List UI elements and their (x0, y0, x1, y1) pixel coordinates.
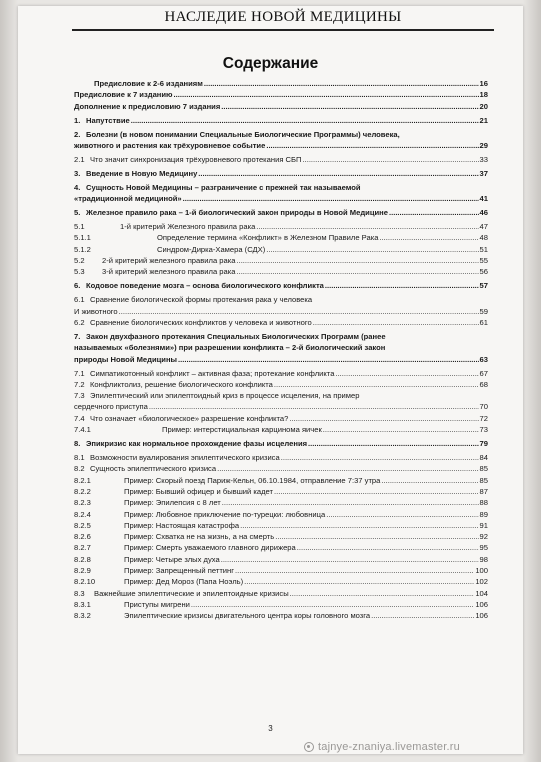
toc-entry-number: 5.3 (74, 267, 85, 277)
toc-entry-page: 84 (479, 453, 488, 463)
toc-leader-dots (217, 464, 478, 474)
toc-leader-dots (222, 498, 479, 508)
toc-entry-number: 7.3 (74, 391, 85, 401)
toc-entry (74, 532, 488, 542)
toc-entry-page: 72 (479, 413, 488, 423)
toc-entry-number: 8.3.1 (74, 599, 91, 609)
toc-entry-label: «традиционной медициной» (74, 194, 182, 204)
toc-entry-label: Эпикризис как нормальное прохождение фазы исцеления (86, 439, 308, 449)
toc-leader-dots (326, 510, 478, 520)
toc-entry (74, 510, 488, 520)
toc-entry-label: природы Новой Медицины (74, 354, 178, 364)
toc-entry-label: Синдром-Дирка-Хамера (СДХ) (157, 244, 266, 254)
toc-entry-page: 41 (479, 194, 488, 204)
toc-entry (74, 318, 488, 328)
toc-entry-number: 8.3 (74, 588, 85, 598)
toc-entry (74, 102, 488, 112)
toc-leader-dots (290, 589, 475, 599)
toc-entry-label: Симпатикотонный конфликт – активная фаза; протекание конфликта (90, 368, 335, 378)
toc-leader-dots (131, 116, 479, 126)
toc-entry-number: 8.2.9 (74, 566, 91, 576)
toc-entry-page: 85 (479, 475, 488, 485)
toc-entry (74, 391, 488, 401)
toc-entry (74, 307, 488, 317)
toc-entry-label: Сущность Новой Медицины – разграничение с прежней так называемой (86, 182, 361, 192)
toc-entry-label: Возможности вуалирования эпилептического кризиса (90, 453, 280, 463)
toc-entry (74, 295, 488, 305)
toc-entry-label: Пример: интерстициальная карцинома яичек (162, 425, 322, 435)
toc-entry (74, 256, 488, 266)
toc-entry-label: Сущность эпилептического кризиса (90, 464, 217, 474)
toc-entry (74, 476, 488, 486)
toc-entry (74, 369, 488, 379)
toc-entry-number: 8.2.1 (74, 475, 91, 485)
toc-entry-number: 7.4 (74, 413, 85, 423)
toc-entry-page: 89 (479, 509, 488, 519)
toc-leader-dots (178, 355, 479, 365)
toc-entry-number: 8.1 (74, 453, 85, 463)
toc-entry (74, 90, 488, 100)
toc-entry (74, 130, 488, 140)
toc-entry-number: 7.4.1 (74, 425, 91, 435)
toc-leader-dots (371, 611, 474, 621)
toc-entry-page: 79 (479, 439, 488, 449)
toc-entry (74, 155, 488, 165)
toc-entry-label: сердечного приступа (74, 402, 148, 412)
toc-entry-number: 6.2 (74, 317, 85, 327)
toc-entry-label: Конфликтолиз, решение биологического конфликта (90, 379, 273, 389)
toc-leader-dots (389, 208, 479, 218)
toc-entry-number: 8.2.10 (74, 577, 96, 587)
toc-entry-page: 48 (479, 233, 488, 243)
toc-entry-page: 85 (479, 464, 488, 474)
toc-entry-label: Введение в Новую Медицину (86, 168, 198, 178)
toc-entry-number: 8.2.3 (74, 498, 91, 508)
toc-leader-dots (240, 521, 478, 531)
toc-entry (74, 555, 488, 565)
toc-entry-number: 7.1 (74, 368, 85, 378)
toc-entry (74, 169, 488, 179)
toc-entry (74, 355, 488, 365)
toc-entry-label: Закон двухфазного протекания Специальных Биологических Программ (ранее (86, 331, 386, 341)
toc-leader-dots (235, 566, 474, 576)
toc-entry-label: Пример: Смерть уважаемого главного дирижера (124, 543, 296, 553)
toc-entry-number: 8.2.7 (74, 543, 91, 553)
toc-entry-page: 29 (479, 140, 488, 150)
toc-leader-dots (379, 233, 478, 243)
toc-entry-number: 1. (74, 115, 81, 125)
page-number: 3 (268, 724, 273, 733)
toc-entry-label: Болезни (в новом понимании Специальные Биологические Программы) человека, (86, 129, 400, 139)
toc-entry (74, 453, 488, 463)
toc-entry-page: 73 (479, 425, 488, 435)
toc-leader-dots (244, 577, 474, 587)
toc-entry-label: Важнейшие эпилептические и эпилептоидные кризисы (94, 588, 289, 598)
toc-entry (74, 380, 488, 390)
toc-entry-page: 59 (479, 306, 488, 316)
toc-entry-label: 1-й критерий Железного правила рака (120, 222, 256, 232)
toc-entry-label: Эпилептический или эпилептоидный криз в процессе исцеления, на пример (90, 391, 360, 401)
toc-entry-label: Железное правило рака – 1-й биологический закон природы в Новой Медицине (86, 208, 388, 218)
header-rule (72, 29, 494, 31)
toc-entry-label: Что значит синхронизация трёхуровневого протекания СБП (90, 154, 302, 164)
toc-leader-dots (221, 102, 478, 112)
toc-entry-page: 95 (479, 543, 488, 553)
toc-leader-dots (236, 267, 478, 277)
toc-leader-dots (266, 141, 478, 151)
toc-entry (74, 402, 488, 412)
toc-leader-dots (236, 256, 478, 266)
toc-entry (74, 521, 488, 531)
toc-entry-number: 8.2 (74, 464, 85, 474)
toc-entry-page: 98 (479, 554, 488, 564)
running-header: НАСЛЕДИЕ НОВОЙ МЕДИЦИНЫ (164, 9, 402, 25)
toc-entry-label: Эпилептические кризисы двигательного центра коры головного мозга (124, 611, 371, 621)
toc-entry-page: 61 (479, 317, 488, 327)
toc-entry-number: 5.1.2 (74, 244, 91, 254)
toc-entry-number: 8.2.6 (74, 532, 91, 542)
toc-entry-label: Пример: Запрещенный петтинг (124, 566, 235, 576)
toc-entry-number: 8.2.4 (74, 509, 91, 519)
toc-entry (74, 343, 488, 353)
toc-entry (74, 439, 488, 449)
toc-entry (74, 577, 488, 587)
toc-entry-label: Пример: Дед Мороз (Папа Ноэль) (124, 577, 244, 587)
table-of-contents (74, 79, 488, 621)
toc-entry-page: 67 (479, 368, 488, 378)
toc-leader-dots (274, 487, 479, 497)
toc-entry-label: И животного (74, 306, 118, 316)
watermark: tajnye-znaniya.livemaster.ru (318, 741, 460, 753)
toc-leader-dots (221, 555, 479, 565)
toc-entry (74, 543, 488, 553)
toc-entry-page: 47 (479, 222, 488, 232)
toc-entry-page: 88 (479, 498, 488, 508)
toc-leader-dots (302, 155, 478, 165)
toc-leader-dots (204, 79, 479, 89)
toc-entry-page: 37 (479, 168, 488, 178)
toc-entry-page: 20 (479, 101, 488, 111)
toc-entry (74, 611, 488, 621)
toc-entry-page: 87 (479, 486, 488, 496)
toc-leader-dots (381, 476, 478, 486)
toc-entry-label: 2-й критерий железного правила рака (102, 256, 236, 266)
toc-entry-number: 6.1 (74, 295, 85, 305)
toc-entry-label: животного и растения как трёхуровневое событие (74, 140, 266, 150)
toc-leader-dots (274, 380, 479, 390)
toc-entry-number: 5.2 (74, 256, 85, 266)
toc-leader-dots (198, 169, 478, 179)
toc-entry-number: 6. (74, 281, 81, 291)
toc-entry-label: Предисловие к 2-6 изданиям (94, 79, 203, 88)
toc-entry (74, 589, 488, 599)
contents-title: Содержание (222, 55, 319, 72)
toc-leader-dots (308, 439, 479, 449)
book-page (18, 6, 523, 754)
toc-entry-number: 3. (74, 168, 81, 178)
toc-entry (74, 425, 488, 435)
toc-leader-dots (275, 532, 478, 542)
toc-entry-number: 8. (74, 439, 81, 449)
toc-leader-dots (149, 402, 479, 412)
toc-entry-number: 2. (74, 129, 81, 139)
toc-entry-page: 106 (475, 599, 488, 609)
toc-entry-label: Сравнение биологической формы протекания рака у человека (90, 295, 313, 305)
toc-entry-number: 5.1 (74, 222, 85, 232)
toc-leader-dots (323, 425, 479, 435)
toc-entry-label: Дополнение к предисловию 7 издания (74, 101, 221, 111)
toc-leader-dots (266, 245, 478, 255)
toc-entry-number: 8.3.2 (74, 611, 91, 621)
toc-entry-page: 92 (479, 532, 488, 542)
toc-leader-dots (313, 318, 479, 328)
toc-entry (74, 464, 488, 474)
toc-entry-page: 16 (479, 79, 488, 88)
toc-entry (74, 414, 488, 424)
toc-leader-dots (174, 90, 479, 100)
toc-entry-label: Пример: Любовное приключение по-турецки: любовница (124, 509, 326, 519)
toc-entry (74, 281, 488, 291)
toc-entry-page: 55 (479, 256, 488, 266)
toc-entry-label: Пример: Схватка не на жизнь, а на смерть (124, 532, 275, 542)
toc-entry (74, 79, 488, 89)
watermark-icon (304, 742, 314, 752)
toc-entry-label: Кодовое поведение мозга – основа биологического конфликта (86, 281, 324, 291)
toc-entry (74, 600, 488, 610)
toc-entry-page: 68 (479, 379, 488, 389)
toc-entry-label: Определение термина «Конфликт» в Железном Правиле Рака (157, 233, 379, 243)
toc-entry-page: 33 (479, 154, 488, 164)
toc-entry-number: 4. (74, 182, 81, 192)
toc-entry-number: 5. (74, 208, 81, 218)
toc-entry (74, 566, 488, 576)
toc-entry (74, 498, 488, 508)
toc-entry (74, 267, 488, 277)
toc-entry-page: 21 (479, 115, 488, 125)
toc-entry-page: 102 (475, 577, 488, 587)
toc-entry-number: 7.2 (74, 379, 85, 389)
toc-entry (74, 208, 488, 218)
toc-entry-label: Приступы мигрени (124, 599, 190, 609)
toc-entry-page: 18 (479, 90, 488, 100)
toc-entry-page: 100 (475, 566, 488, 576)
toc-entry-page: 91 (479, 520, 488, 530)
toc-entry (74, 245, 488, 255)
toc-entry-label: Напутствие (86, 115, 130, 125)
toc-leader-dots (325, 281, 479, 291)
toc-leader-dots (335, 369, 478, 379)
toc-entry-page: 46 (479, 208, 488, 218)
toc-leader-dots (191, 600, 474, 610)
toc-entry-number: 8.2.8 (74, 554, 91, 564)
toc-entry-label: Что означает «биологическое» разрешение конфликта? (90, 413, 289, 423)
toc-entry-page: 63 (479, 354, 488, 364)
toc-entry-label: Пример: Скорый поезд Париж-Кельн, 06.10.1984, отправление 7:37 утра (124, 475, 381, 485)
toc-entry-number: 8.2.2 (74, 486, 91, 496)
toc-leader-dots (256, 222, 478, 232)
toc-entry-label: Предисловие к 7 изданию (74, 90, 173, 100)
toc-entry (74, 116, 488, 126)
toc-entry-label: Пример: Эпилепсия с 8 лет (124, 498, 221, 508)
toc-entry-label: Пример: Четыре злых духа (124, 554, 220, 564)
toc-leader-dots (297, 543, 479, 553)
toc-entry-page: 104 (475, 588, 488, 598)
toc-leader-dots (183, 194, 479, 204)
toc-leader-dots (281, 453, 479, 463)
toc-entry-page: 70 (479, 402, 488, 412)
toc-entry (74, 194, 488, 204)
toc-leader-dots (119, 307, 479, 317)
toc-entry-label: Сравнение биологических конфликтов у человека и животного (90, 317, 312, 327)
toc-entry-number: 8.2.5 (74, 520, 91, 530)
toc-entry-page: 57 (479, 281, 488, 291)
toc-entry (74, 222, 488, 232)
toc-entry-page: 51 (479, 244, 488, 254)
toc-entry (74, 233, 488, 243)
toc-entry-page: 56 (479, 267, 488, 277)
toc-entry (74, 332, 488, 342)
toc-leader-dots (289, 414, 478, 424)
toc-entry-label: Пример: Бывший офицер и бывший кадет (124, 486, 273, 496)
toc-entry (74, 487, 488, 497)
toc-entry-number: 2.1 (74, 154, 85, 164)
toc-entry-label: Пример: Настоящая катастрофа (124, 520, 240, 530)
toc-entry-label: 3-й критерий железного правила рака (102, 267, 236, 277)
toc-entry (74, 183, 488, 193)
toc-entry-number: 7. (74, 331, 81, 341)
toc-entry-page: 106 (475, 611, 488, 621)
toc-entry-number: 5.1.1 (74, 233, 91, 243)
toc-entry-label: называемых «болезнями») при разрешении конфликта – 2-й биологический закон (74, 343, 386, 353)
toc-entry (74, 141, 488, 151)
